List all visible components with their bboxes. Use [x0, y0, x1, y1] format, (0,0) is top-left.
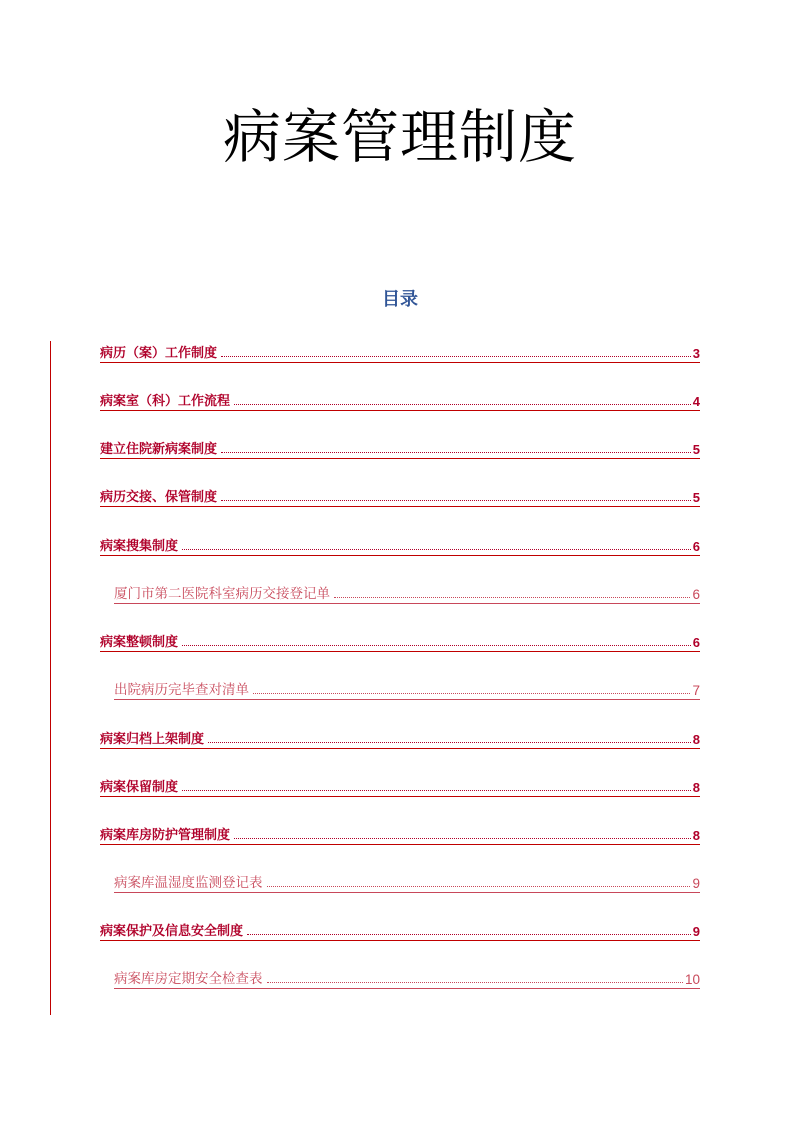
toc-page-number: 10 [684, 972, 700, 987]
toc-leader-dots [208, 742, 691, 743]
toc-page-number: 8 [692, 828, 700, 843]
document-title: 病案管理制度 [222, 103, 577, 171]
toc-heading: 目录 [382, 289, 418, 310]
toc-entry[interactable] [100, 726, 700, 749]
toc-page-number: 7 [692, 683, 700, 698]
toc-page-number: 9 [692, 876, 700, 891]
toc-entry-text: 厦门市第二医院科室病历交接登记单 [114, 586, 330, 602]
toc-page-number: 5 [692, 490, 700, 505]
margin-line [50, 341, 51, 1015]
toc-page-number: 9 [692, 924, 700, 939]
toc-leader-dots [221, 500, 691, 501]
toc-entry-text: 病历交接、保管制度 [100, 490, 218, 505]
toc-entry[interactable] [100, 436, 700, 459]
toc-leader-dots [182, 549, 691, 550]
toc-entry[interactable] [100, 629, 700, 652]
toc-entry-text: 病案保护及信息安全制度 [100, 924, 244, 939]
toc-page-number: 3 [692, 346, 700, 361]
toc-entry[interactable] [100, 388, 700, 411]
toc-page-number: 6 [692, 587, 700, 602]
toc-leader-dots [253, 693, 690, 694]
toc-entry-text: 建立住院新病案制度 [100, 442, 218, 457]
toc-entry-text: 病案整顿制度 [100, 635, 179, 650]
toc-entry[interactable] [100, 533, 700, 556]
toc-entry-text: 病案室（科）工作流程 [100, 394, 231, 409]
toc-entry[interactable] [100, 340, 700, 363]
toc-entry-text: 病历（案）工作制度 [100, 346, 218, 361]
toc-entry-text: 病案库温湿度监测登记表 [114, 875, 263, 891]
toc-entry[interactable] [100, 822, 700, 845]
toc-entry-text: 病案归档上架制度 [100, 732, 205, 747]
toc-entry[interactable] [100, 774, 700, 797]
toc-entry[interactable] [100, 918, 700, 941]
toc-leader-dots [234, 838, 691, 839]
toc-leader-dots [267, 886, 691, 887]
toc-entry[interactable] [114, 677, 700, 700]
toc-entry-text: 病案库房防护管理制度 [100, 828, 231, 843]
toc-entry[interactable] [114, 581, 700, 604]
toc-entry-text: 病案搜集制度 [100, 539, 179, 554]
toc-entry[interactable] [100, 484, 700, 507]
toc-page-number: 6 [692, 635, 700, 650]
toc-page-number: 4 [692, 394, 700, 409]
toc-entry-text: 出院病历完毕查对清单 [114, 682, 249, 698]
toc-page-number: 8 [692, 732, 700, 747]
toc-leader-dots [221, 452, 691, 453]
toc-page-number: 5 [692, 442, 700, 457]
toc-leader-dots [247, 934, 691, 935]
toc-entry-text: 病案保留制度 [100, 780, 179, 795]
toc-leader-dots [182, 645, 691, 646]
toc-leader-dots [267, 982, 683, 983]
toc-leader-dots [234, 404, 691, 405]
toc-leader-dots [221, 356, 691, 357]
toc-page-number: 8 [692, 780, 700, 795]
toc-page-number: 6 [692, 539, 700, 554]
toc-entry[interactable] [114, 966, 700, 989]
toc-entry-text: 病案库房定期安全检查表 [114, 971, 263, 987]
toc-leader-dots [182, 790, 691, 791]
toc-leader-dots [334, 597, 690, 598]
toc-entry[interactable] [114, 870, 700, 893]
